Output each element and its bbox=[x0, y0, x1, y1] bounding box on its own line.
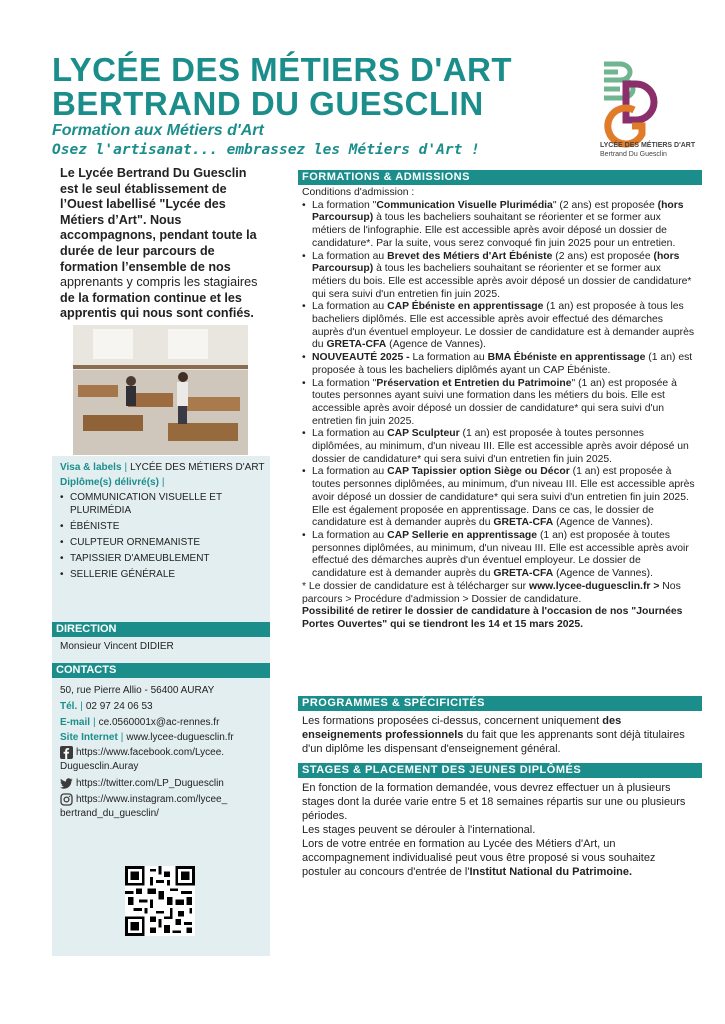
list-item: • COMMUNICATION VISUELLE ET PLURIMÉDIA bbox=[60, 491, 260, 517]
list-item: • La formation au CAP Tapissier option Siège ou Décor (1 an) est proposée à toutes personnes diplômées, au minimum, d'un niveau III. Elle est accessible après avoir déposé un dossier de candidature* qui sera suivi d'un entretien fin juin 2025. Elle est également proposée en apprentissage. Dans ce cas, le dossier de candidature est à demander auprès du GRETA-CFA (Agence de Vannes). bbox=[302, 466, 697, 530]
facebook-icon bbox=[60, 746, 73, 759]
qr-code[interactable] bbox=[125, 866, 195, 936]
twitter-link[interactable]: https://twitter.com/LP_Duguesclin bbox=[76, 778, 224, 790]
page-title-line2: BERTRAND DU GUESCLIN bbox=[52, 85, 484, 122]
list-item: • La formation au CAP Sellerie en apprentissage (1 an) est proposée à toutes personnes diplômées, au minimum, d'un niveau III. Elle est accessible après avoir effectué des démarches auprès d'un éventuel employeur. Le dossier de candidature est à demander auprès du GRETA-CFA (Agence de Vannes). bbox=[302, 530, 697, 581]
stages-p1: En fonction de la formation demandée, vous devrez effectuer un à plusieurs stages dont la durée varie entre 5 et 18 semaines répartis sur une ou plusieurs périodes. bbox=[302, 782, 686, 822]
address: 50, rue Pierre Allio - 56400 AURAY bbox=[60, 685, 215, 696]
facebook-row[interactable] bbox=[60, 746, 224, 759]
list-item: • La formation "Communication Visuelle Plurimédia" (2 ans) est proposée (hors Parcoursup) à tous les bacheliers souhaitant se réorienter et se former aux métiers de l'infographie. Elle est accessible après avoir déposé un dossier de candidature*. Par la suite, vous serez convoqué fin juin 2025 pour un entretien. bbox=[302, 200, 697, 251]
email-label: E-mail bbox=[60, 717, 91, 728]
facebook-link-line2[interactable]: Duguesclin.Auray bbox=[60, 761, 139, 772]
visa-row bbox=[60, 462, 265, 473]
tel-row bbox=[60, 700, 153, 713]
site-row bbox=[60, 731, 234, 744]
programmes-heading: PROGRAMMES & SPÉCIFICITÉS bbox=[298, 696, 702, 711]
instagram-row[interactable] bbox=[60, 793, 227, 806]
intro-bold-end: de la formation continue et les apprentis qui nous sont confiés. bbox=[60, 290, 254, 321]
separator: | bbox=[93, 717, 96, 728]
instagram-icon bbox=[60, 793, 73, 806]
list-item: • La formation au CAP Ébéniste en apprentissage (1 an) est proposée à tous les bacheliers diplômés. Elle est accessible après avoir effectué des démarches auprès d'un éventuel employeur. Le dossier de candidature est à demander auprès du GRETA-CFA (Agence de Vannes). bbox=[302, 301, 697, 352]
instagram-link-line2[interactable]: bertrand_du_guesclin/ bbox=[60, 808, 159, 819]
programmes-text: Les formations proposées ci-dessus, concernent uniquement des enseignements professionnels du fait que les apprenants sont déjà titulaires d'un diplôme les dispensant d'enseignement général. bbox=[302, 715, 685, 755]
stages-heading: STAGES & PLACEMENT DES JEUNES DIPLÔMÉS bbox=[298, 763, 702, 778]
open-days-note: Possibilité de retirer le dossier de candidature à l'occasion de nos "Journées Portes Ouvertes" qui se tiendront les 14 et 15 mars 2025. bbox=[302, 606, 683, 630]
email-row bbox=[60, 716, 219, 729]
logo-subcaption: Bertrand Du Guesclin bbox=[600, 151, 667, 158]
instagram-link-line1[interactable]: https://www.instagram.com/lycee_ bbox=[76, 794, 228, 806]
email-link[interactable]: ce.0560001x@ac-rennes.fr bbox=[98, 717, 220, 728]
separator: | bbox=[124, 462, 128, 473]
intro-normal: apprenants y compris les stagiaires bbox=[60, 275, 258, 290]
stages-p2: Les stages peuvent se dérouler à l'international. bbox=[302, 824, 536, 836]
separator: | bbox=[80, 701, 83, 712]
logo-caption: LYCÉE DES MÉTIERS D'ART bbox=[600, 142, 696, 149]
direction-heading: DIRECTION bbox=[52, 622, 270, 637]
list-item: • La formation au CAP Sculpteur (1 an) est proposée à toutes personnes diplômées, au minimum, d'un niveau III. Elle est accessible après avoir déposé un dossier de candidature* qui sera suivi d'un entretien fin juin 2025. bbox=[302, 428, 697, 466]
formations-content bbox=[302, 187, 697, 632]
list-item: • TAPISSIER D'AMEUBLEMENT bbox=[60, 552, 260, 565]
tel-label: Tél. bbox=[60, 701, 78, 712]
visa-label: Visa & labels bbox=[60, 462, 122, 473]
visa-value: LYCÉE DES MÉTIERS D'ART bbox=[130, 462, 265, 473]
intro-bold: Le Lycée Bertrand Du Guesclin est le seul établissement de l’Ouest labellisé "Lycée des Métiers d’Art". Nous accompagnons, pendant toute la durée de leur parcours de formation l’ensemble de nos bbox=[60, 166, 257, 274]
list-item: • CULPTEUR ORNEMANISTE bbox=[60, 536, 260, 549]
stages-p3: Lors de votre entrée en formation au Lycée des Métiers d'Art, un accompagnement individualisé peut vous être proposé si vous souhaitez postuler au concours d'entrée de l'Institut National du Patrimoine. bbox=[302, 838, 656, 878]
conditions-label: Conditions d'admission : bbox=[302, 187, 415, 198]
director-name: Monsieur Vincent DIDIER bbox=[60, 641, 174, 652]
twitter-icon bbox=[60, 777, 73, 790]
list-item: • NOUVEAUTÉ 2025 - La formation au BMA Ébéniste en apprentissage (1 an) est proposée à tous les bacheliers diplômés ayant un CAP Ébéniste. bbox=[302, 352, 697, 377]
formations-list bbox=[302, 200, 697, 581]
list-item: • La formation au Brevet des Métiers d'Art Ébéniste (2 ans) est proposée (hors Parcoursup) à tous les bacheliers souhaitant se réorienter et se former aux métiers du bois. Elle est accessible après avoir déposé un dossier de candidature* qui sera suivi d'un entretien fin juin 2025. bbox=[302, 251, 697, 302]
download-link[interactable]: www.lycee-duguesclin.fr > bbox=[529, 580, 660, 592]
download-note: * Le dossier de candidature est à télécharger sur www.lycee-duguesclin.fr > Nos parcours > Procédure d'admission > Dossier de candidature. bbox=[302, 580, 681, 605]
separator: | bbox=[120, 732, 124, 743]
list-item: • SELLERIE GÉNÉRALE bbox=[60, 568, 260, 581]
separator: | bbox=[161, 477, 165, 488]
diplomes-list bbox=[60, 491, 260, 584]
twitter-row[interactable] bbox=[60, 777, 224, 790]
stages-text bbox=[302, 781, 697, 879]
contacts-heading: CONTACTS bbox=[52, 663, 270, 678]
intro-paragraph bbox=[60, 166, 260, 322]
tagline: Osez l'artisanat... embrassez les Métiers d'Art ! bbox=[52, 142, 480, 158]
diplomes-label: Diplôme(s) délivré(s) bbox=[60, 477, 159, 488]
list-item: • ÉBÉNISTE bbox=[60, 520, 260, 533]
subtitle: Formation aux Métiers d'Art bbox=[52, 122, 264, 139]
list-item: • La formation "Préservation et Entretien du Patrimoine" (1 an) est proposée à toutes personnes ayant suivi une formation dans les métiers du bois. Elle est accessible après avoir déposé un dossier de candidature* qui sera suivi d'un entretien fin juin 2025. bbox=[302, 378, 697, 429]
diplomes-row bbox=[60, 477, 168, 488]
facebook-link-line1[interactable]: https://www.facebook.com/Lycee. bbox=[76, 747, 225, 759]
workshop-photo bbox=[73, 325, 248, 455]
page-title-line1: LYCÉE DES MÉTIERS D'ART bbox=[52, 51, 513, 88]
tel-value[interactable]: 02 97 24 06 53 bbox=[85, 701, 153, 712]
site-link[interactable]: www.lycee-duguesclin.fr bbox=[126, 732, 234, 743]
site-label: Site Internet bbox=[60, 732, 118, 743]
formations-heading: FORMATIONS & ADMISSIONS bbox=[298, 170, 702, 185]
